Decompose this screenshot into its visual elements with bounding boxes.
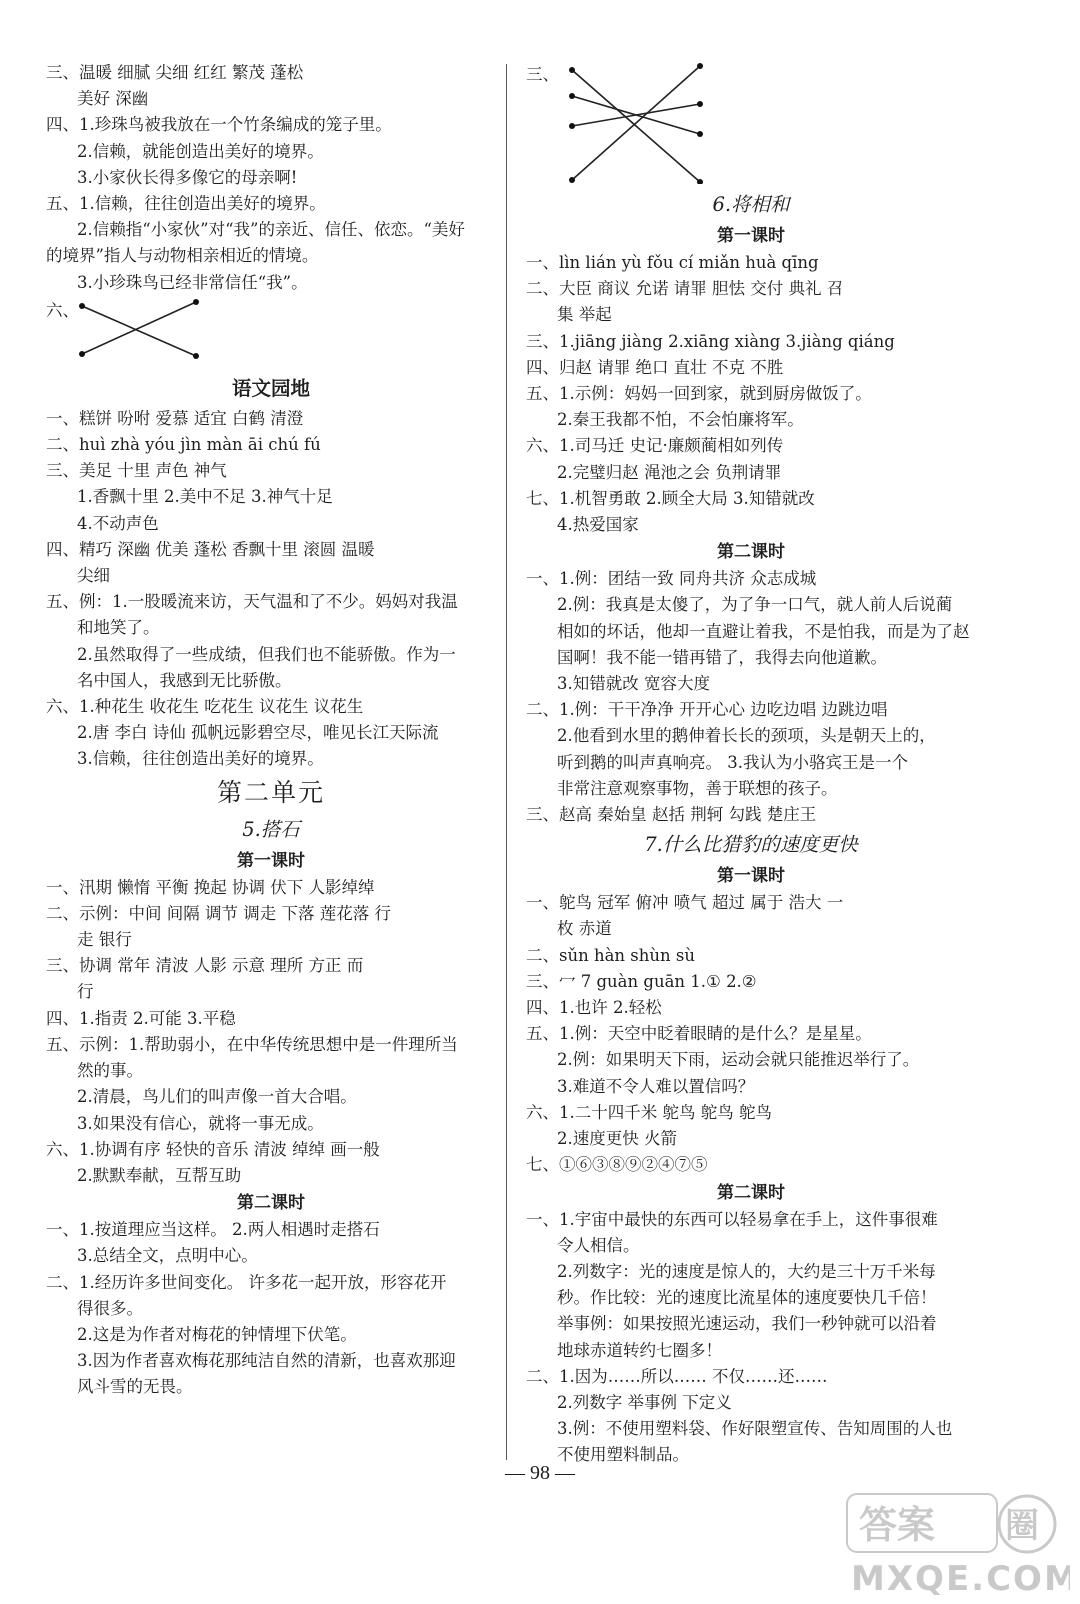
section-heading: 语文园地 bbox=[231, 376, 310, 400]
answer-line: 2.虽然取得了一些成绩，但我们也不能骄傲。作为一 bbox=[77, 644, 456, 664]
answer-line: 2.完璧归赵 渑池之会 负荆请罪 bbox=[557, 462, 782, 482]
column-divider bbox=[506, 64, 507, 1460]
answer-line: 地球赤道转约七圈多！ bbox=[557, 1340, 722, 1360]
answer-line: 六、1.协调有序 轻快的音乐 清波 绰绰 画一般 bbox=[46, 1139, 380, 1159]
question-label: 三、 bbox=[526, 65, 559, 84]
answer-line: 六、1.种花生 收花生 吃花生 议花生 议花生 bbox=[46, 697, 364, 717]
right-column bbox=[526, 60, 976, 1469]
answer-line: 五、1.示例：妈妈一回到家，就到厨房做饭了。 bbox=[526, 384, 872, 404]
answer-line: 然的事。 bbox=[77, 1061, 143, 1081]
answer-line: 2.秦王我都不怕，不会怕廉将军。 bbox=[557, 410, 804, 430]
answer-line: 不使用塑料制品。 bbox=[557, 1445, 689, 1465]
answer-line: 六、1.二十四千米 鸵鸟 鸵鸟 鸵鸟 bbox=[526, 1102, 772, 1122]
match-dot bbox=[193, 299, 199, 305]
match-dot bbox=[79, 303, 85, 309]
answer-line: 3.例：不使用塑料袋、作好限塑宣传、告知周围的人也 bbox=[557, 1419, 953, 1439]
answer-line: 二、1.因为……所以…… 不仅……还…… bbox=[526, 1366, 828, 1386]
answer-line: 4.不动声色 bbox=[77, 513, 159, 533]
answer-line: 枚 赤道 bbox=[557, 919, 612, 939]
answer-line: 2.清晨，鸟儿们的叫声像一首大合唱。 bbox=[77, 1087, 357, 1107]
answer-line: 一、1.例：团结一致 同舟共济 众志成城 bbox=[526, 569, 817, 589]
unit-heading: 第二单元 bbox=[216, 777, 325, 807]
answer-line: 3.小家伙长得多像它的母亲啊! bbox=[77, 167, 298, 187]
answer-line: 3.难道不令人难以置信吗？ bbox=[557, 1076, 755, 1096]
match-dot bbox=[697, 131, 703, 137]
match-line bbox=[82, 306, 196, 356]
answer-line: 三、温暖 细腻 尖细 红红 繁茂 蓬松 bbox=[46, 63, 304, 82]
answer-line: 2.列数字：光的速度是惊人的，大约是三十万千米每 bbox=[557, 1261, 936, 1281]
answer-line: 走 银行 bbox=[77, 930, 132, 950]
svg-text:答案: 答案 bbox=[859, 1503, 936, 1547]
answer-line: 三、美足 十里 声色 神气 bbox=[46, 461, 227, 481]
answer-line: 七、1.机智勇敢 2.顾全大局 3.知错就改 bbox=[526, 488, 815, 508]
answer-line: 四、归赵 请罪 绝口 直壮 不克 不胜 bbox=[526, 357, 784, 377]
answer-line: 五、示例：1.帮助弱小，在中华传统思想中是一件理所当 bbox=[46, 1034, 458, 1054]
answer-line: 3.知错就改 宽容大度 bbox=[557, 674, 710, 694]
answer-line: 二、大臣 商议 允诺 请罪 胆怯 交付 典礼 召 bbox=[526, 279, 844, 299]
answer-line: 3.如果没有信心，就将一事无成。 bbox=[77, 1113, 324, 1133]
answer-line: 五、1.例：天空中眨着眼睛的是什么？是星星。 bbox=[526, 1024, 872, 1044]
answer-line: 3.总结全文，点明中心。 bbox=[77, 1246, 258, 1266]
answer-line: 国啊！我不能一错再错了，我得去向他道歉。 bbox=[557, 647, 887, 667]
answer-line: 三、冖 7 guàn guān 1.① 2.② bbox=[526, 971, 757, 991]
lesson-title: 7.什么比猎豹的速度更快 bbox=[644, 833, 858, 857]
answer-line: 二、sǔn hàn shùn sù bbox=[526, 945, 695, 965]
answer-line: 2.例：我真是太傻了，为了争一口气，就人前人后说蔺 bbox=[557, 595, 953, 615]
period-heading: 第二课时 bbox=[717, 542, 785, 563]
svg-text:圈: 圈 bbox=[1005, 1506, 1039, 1546]
answer-line: 秒。作比较：光的速度比流星体的速度要快几千倍！ bbox=[557, 1288, 937, 1308]
answer-line: 风斗雪的无畏。 bbox=[77, 1377, 193, 1397]
answer-line: 2.例：如果明天下雨，运动会就只能推迟举行了。 bbox=[557, 1050, 920, 1070]
answer-line: 一、汛期 懒惰 平衡 挽起 协调 伏下 人影绰绰 bbox=[46, 877, 375, 897]
answer-line: 3.小珍珠鸟已经非常信任“我”。 bbox=[77, 272, 308, 292]
left-column bbox=[46, 60, 496, 1401]
answer-line: 二、示例：中间 间隔 调节 调走 下落 莲花落 行 bbox=[46, 903, 391, 923]
match-line bbox=[572, 70, 700, 182]
answer-line: 4.热爱国家 bbox=[557, 515, 639, 535]
answer-line: 相如的坏话，他却一直避让着我，不是怕我，而是为了赵 bbox=[557, 621, 970, 641]
answer-line: 一、糕饼 吩咐 爱慕 适宜 白鹤 清澄 bbox=[46, 408, 304, 428]
answer-line: 得很多。 bbox=[77, 1298, 143, 1318]
match-dot bbox=[569, 123, 575, 129]
answer-line: 五、1.信赖，往往创造出美好的境界。 bbox=[46, 194, 326, 214]
answer-line: 尖细 bbox=[77, 566, 110, 586]
answer-line: 非常注意观察事物，善于联想的孩子。 bbox=[557, 778, 838, 798]
answer-line: 2.唐 李白 诗仙 孤帆远影碧空尽，唯见长江天际流 bbox=[77, 723, 439, 743]
answer-line: 2.默默奉献，互帮互助 bbox=[77, 1165, 242, 1185]
svg-text:MXQE.COM: MXQE.COM bbox=[851, 1559, 1070, 1599]
answer-line: 四、精巧 深幽 优美 蓬松 香飘十里 滚圆 温暖 bbox=[46, 539, 375, 559]
watermark-logo bbox=[845, 1490, 1070, 1600]
answer-line: 三、协调 常年 清波 人影 示意 理所 方正 而 bbox=[46, 956, 364, 976]
matching-lines-diagram bbox=[554, 62, 719, 184]
matching-exercise bbox=[526, 62, 976, 184]
period-heading: 第二课时 bbox=[717, 1182, 785, 1203]
question-label: 六、 bbox=[46, 300, 79, 320]
period-heading: 第一课时 bbox=[717, 866, 785, 887]
matching-exercise bbox=[46, 298, 496, 368]
answer-line: 二、huì zhà yóu jìn màn āi chú fú bbox=[46, 435, 321, 455]
lesson-title: 6.将相和 bbox=[712, 193, 790, 216]
answer-line: 听到鹅的叫声真响亮。 3.我认为小骆宾王是一个 bbox=[557, 752, 908, 772]
period-heading: 第一课时 bbox=[237, 850, 305, 871]
answer-line: 二、1.例：干干净净 开开心心 边吃边唱 边跳边唱 bbox=[526, 700, 888, 720]
answer-line: 一、1.按道理应当这样。 2.两人相遇时走搭石 bbox=[46, 1220, 380, 1240]
answer-line: 的境界”指人与动物相亲相近的情境。 bbox=[46, 246, 319, 266]
answer-line: 行 bbox=[77, 982, 94, 1002]
answer-line: 四、1.指责 2.可能 3.平稳 bbox=[46, 1008, 236, 1028]
answer-line: 七、①⑥③⑧⑨②④⑦⑤ bbox=[526, 1155, 708, 1175]
match-dot bbox=[569, 93, 575, 99]
page-number: — 98 — bbox=[505, 1462, 575, 1484]
period-heading: 第二课时 bbox=[237, 1193, 305, 1214]
answer-line: 1.香飘十里 2.美中不足 3.神气十足 bbox=[77, 487, 333, 507]
matching-lines-diagram bbox=[74, 298, 224, 368]
match-dot bbox=[569, 177, 575, 183]
answer-line: 2.速度更快 火箭 bbox=[557, 1129, 677, 1149]
answer-line: 令人相信。 bbox=[557, 1235, 640, 1255]
match-line bbox=[82, 302, 196, 354]
answer-line: 2.这是为作者对梅花的钟情埋下伏笔。 bbox=[77, 1324, 357, 1344]
match-dot bbox=[193, 353, 199, 359]
answer-line: 3.因为作者喜欢梅花那纯洁自然的清新，也喜欢那迎 bbox=[77, 1351, 456, 1371]
match-dot bbox=[569, 67, 575, 73]
answer-line: 一、1.宇宙中最快的东西可以轻易拿在手上，这件事很难 bbox=[526, 1209, 938, 1229]
answer-line: 美好 深幽 bbox=[77, 89, 149, 109]
answer-line: 五、例：1.一股暖流来访，天气温和了不少。妈妈对我温 bbox=[46, 592, 458, 612]
answer-line: 四、1.也许 2.轻松 bbox=[526, 998, 662, 1018]
answer-line: 四、1.珍珠鸟被我放在一个竹条编成的笼子里。 bbox=[46, 115, 392, 135]
match-dot bbox=[697, 63, 703, 69]
answer-line: 一、lìn lián yù fǒu cí miǎn huà qīng bbox=[526, 253, 819, 272]
answer-line: 二、1.经历许多世间变化。 许多花一起开放，形容花开 bbox=[46, 1272, 447, 1292]
match-dot bbox=[697, 101, 703, 107]
answer-line: 举事例：如果按照光速运动，我们一秒钟就可以沿着 bbox=[557, 1314, 937, 1334]
answer-line: 一、鸵鸟 冠军 俯冲 喷气 超过 属于 浩大 一 bbox=[526, 893, 844, 913]
answer-line: 六、1.司马迁 史记·廉颇蔺相如列传 bbox=[526, 436, 784, 456]
match-dot bbox=[79, 351, 85, 357]
answer-line: 和地笑了。 bbox=[77, 618, 160, 638]
answer-line: 2.列数字 举事例 下定义 bbox=[557, 1392, 732, 1412]
answer-line: 集 举起 bbox=[557, 305, 612, 325]
answer-line: 2.信赖，就能创造出美好的境界。 bbox=[77, 141, 324, 161]
answer-line: 3.信赖，往往创造出美好的境界。 bbox=[77, 749, 324, 769]
lesson-title: 5.搭石 bbox=[242, 817, 300, 841]
answer-line: 三、赵高 秦始皇 赵括 荆轲 勾践 楚庄王 bbox=[526, 805, 817, 825]
period-heading: 第一课时 bbox=[717, 226, 785, 246]
answer-line: 2.他看到水里的鹅伸着长长的颈项，头是朝天上的， bbox=[557, 726, 936, 746]
answer-line: 名中国人，我感到无比骄傲。 bbox=[77, 670, 292, 690]
answer-line: 2.信赖指“小家伙”对“我”的亲近、信任、依恋。“美好 bbox=[77, 220, 465, 240]
answer-line: 三、1.jiāng jiàng 2.xiāng xiàng 3.jiàng qiáng bbox=[526, 331, 895, 351]
